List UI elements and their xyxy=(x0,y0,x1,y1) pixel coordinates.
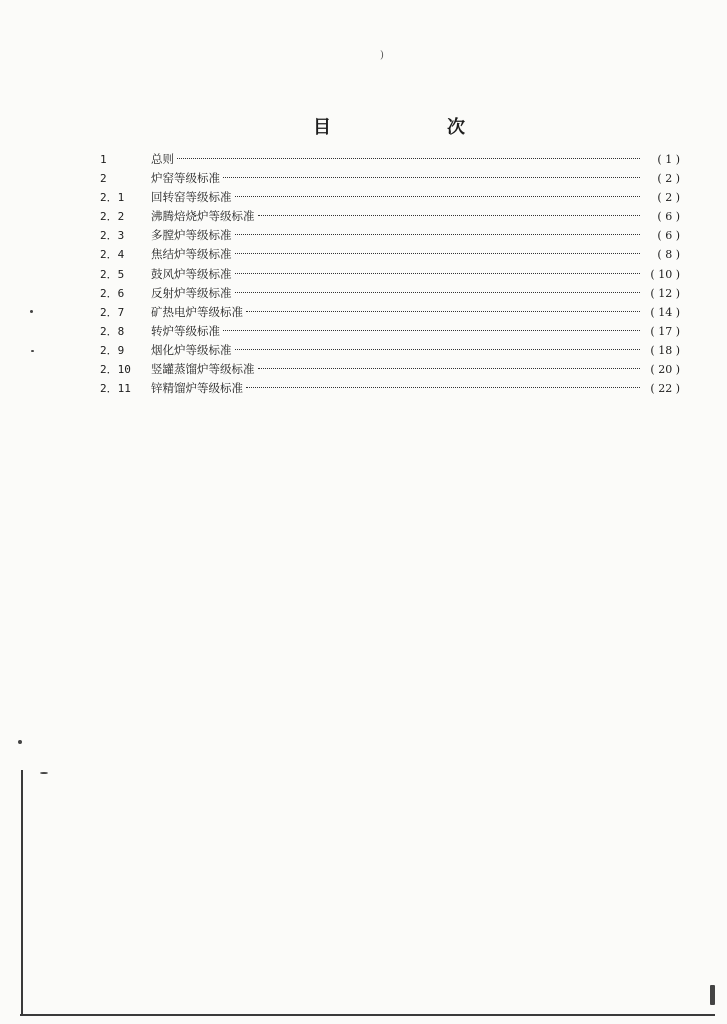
table-of-contents xyxy=(100,150,680,398)
toc-entry-number: 1 xyxy=(100,153,107,166)
toc-entry xyxy=(100,341,680,360)
toc-entry-number: 2 xyxy=(100,172,107,186)
toc-entry-page: ( 6 ) xyxy=(657,210,680,224)
toc-entry-number: 2．6 xyxy=(100,286,125,300)
toc-entry-page: ( 10 ) xyxy=(650,267,680,281)
toc-entry-number: 2．10 xyxy=(100,363,131,377)
toc-entry xyxy=(100,284,680,303)
toc-title xyxy=(0,113,727,137)
toc-entry-body xyxy=(151,169,640,188)
toc-entry-page: ( 17 ) xyxy=(650,324,680,338)
toc-entry xyxy=(100,169,680,188)
toc-entry-number: 2．2 xyxy=(100,210,125,224)
toc-entry xyxy=(100,188,680,207)
scan-speck xyxy=(18,740,22,744)
toc-entry-number: 2．1 xyxy=(100,191,125,205)
toc-entry-body xyxy=(151,207,640,226)
toc-entry-title: 反射炉等级标准 xyxy=(151,285,232,300)
toc-entry-page: ( 14 ) xyxy=(650,305,680,319)
toc-dot-leader xyxy=(246,387,640,388)
toc-entry-body xyxy=(151,284,640,303)
toc-entry-page: ( 1 ) xyxy=(657,153,680,166)
toc-entry-title: 烟化炉等级标准 xyxy=(151,342,232,357)
toc-entry-body xyxy=(151,360,640,379)
toc-entry-number: 2．8 xyxy=(100,324,125,338)
toc-entry-page: ( 22 ) xyxy=(650,382,680,396)
toc-entry-body xyxy=(151,322,640,341)
toc-dot-leader xyxy=(177,158,640,159)
toc-entry xyxy=(100,150,680,169)
toc-dot-leader xyxy=(258,368,641,369)
toc-dot-leader xyxy=(258,215,641,216)
toc-dot-leader xyxy=(235,273,641,274)
toc-entry-body xyxy=(151,379,640,398)
toc-entry-page: ( 6 ) xyxy=(657,229,680,243)
toc-entry-title: 总则 xyxy=(151,152,174,166)
toc-title-left: 目 xyxy=(313,117,331,138)
toc-entry-page: ( 8 ) xyxy=(657,248,680,262)
toc-entry-page: ( 20 ) xyxy=(650,363,680,377)
toc-entry-body xyxy=(151,303,640,322)
toc-entry-title: 矿热电炉等级标准 xyxy=(151,304,243,319)
toc-entry-title: 沸腾焙烧炉等级标准 xyxy=(151,209,255,224)
toc-entry-page: ( 18 ) xyxy=(650,343,680,357)
toc-entry-title: 锌精馏炉等级标准 xyxy=(151,381,243,396)
toc-entry-number: 2．3 xyxy=(100,229,125,243)
toc-entry-body xyxy=(151,150,640,169)
toc-entry-body xyxy=(151,341,640,360)
toc-entry xyxy=(100,245,680,264)
page-mark: ) xyxy=(380,50,384,61)
toc-entry-body xyxy=(151,226,640,245)
toc-entry-page: ( 2 ) xyxy=(657,172,680,186)
toc-dot-leader xyxy=(235,349,641,350)
toc-entry-title: 回转窑等级标准 xyxy=(151,190,232,205)
toc-entry-title: 多膛炉等级标准 xyxy=(151,228,232,243)
toc-entry xyxy=(100,226,680,245)
toc-entry-number: 2．7 xyxy=(100,305,125,319)
toc-entry-page: ( 2 ) xyxy=(657,191,680,205)
toc-dot-leader xyxy=(235,196,641,197)
toc-entry-title: 炉窑等级标准 xyxy=(151,171,220,186)
toc-entry-title: 竖罐蒸馏炉等级标准 xyxy=(151,362,255,377)
scan-edge-left xyxy=(21,770,23,1015)
toc-dot-leader xyxy=(223,177,640,178)
toc-entry-title: 转炉等级标准 xyxy=(151,323,220,338)
toc-entry-body xyxy=(151,188,640,207)
toc-entry-body xyxy=(151,245,640,264)
toc-dot-leader xyxy=(235,234,641,235)
toc-entry-number: 2．4 xyxy=(100,248,125,262)
toc-title-right: 次 xyxy=(447,117,465,138)
toc-entry xyxy=(100,207,680,226)
scan-edge-bottom xyxy=(20,1014,715,1016)
toc-entry-number: 2．9 xyxy=(100,343,125,357)
scan-speck xyxy=(31,350,34,352)
toc-entry-page: ( 12 ) xyxy=(650,286,680,300)
toc-entry xyxy=(100,303,680,322)
scan-speck xyxy=(710,985,715,1005)
toc-entry xyxy=(100,379,680,398)
toc-entry-title: 鼓风炉等级标准 xyxy=(151,266,232,281)
scan-speck xyxy=(40,772,48,774)
toc-dot-leader xyxy=(246,311,640,312)
toc-entry xyxy=(100,322,680,341)
toc-entry-number: 2．11 xyxy=(100,382,131,396)
toc-dot-leader xyxy=(235,292,641,293)
toc-dot-leader xyxy=(223,330,640,331)
toc-entry-body xyxy=(151,265,640,284)
scan-speck xyxy=(30,310,33,313)
toc-dot-leader xyxy=(235,253,641,254)
toc-entry-title: 焦结炉等级标准 xyxy=(151,247,232,262)
toc-entry xyxy=(100,360,680,379)
toc-entry-number: 2．5 xyxy=(100,267,125,281)
toc-entry xyxy=(100,265,680,284)
